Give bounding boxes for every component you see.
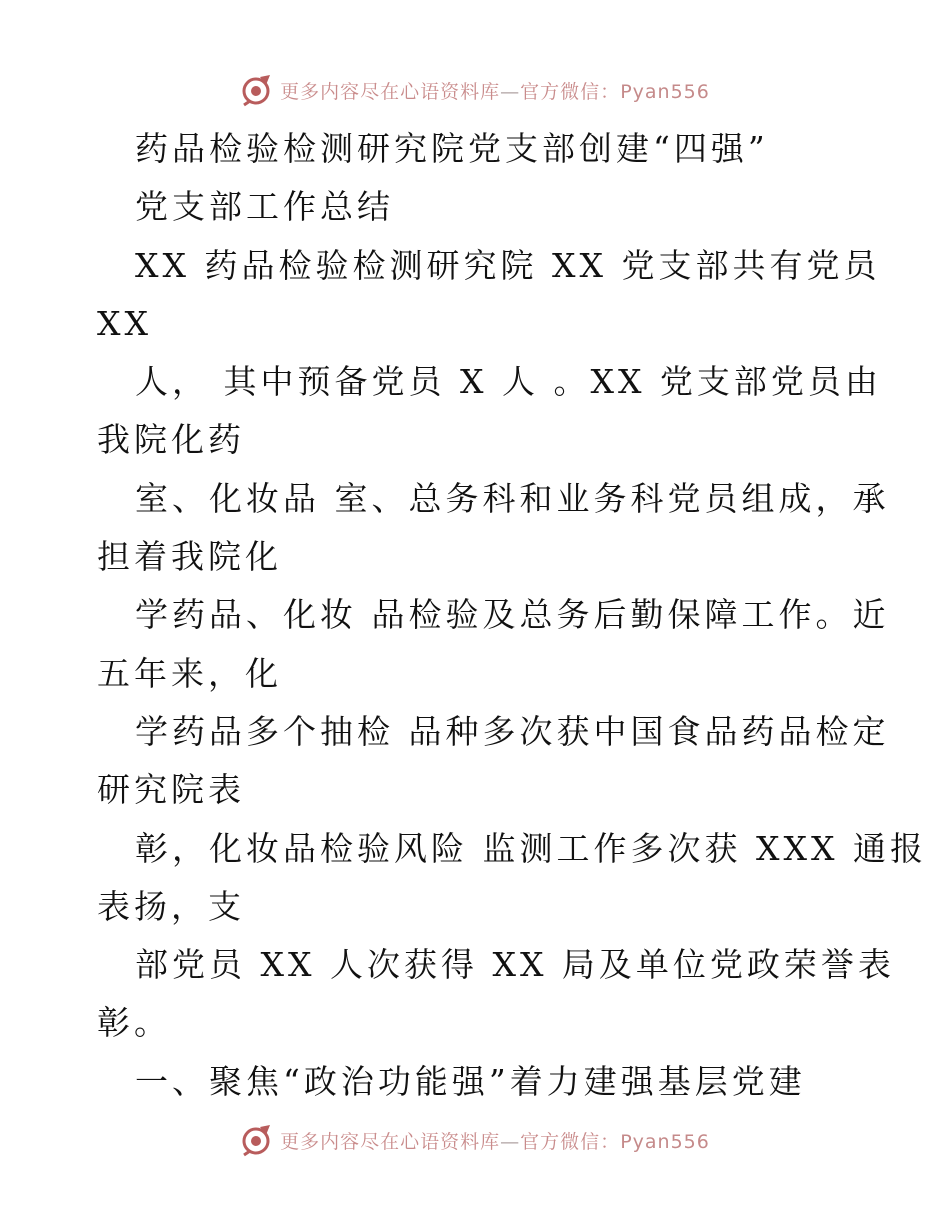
watermark-footer	[0, 1120, 950, 1160]
paragraph-line: XX	[97, 303, 152, 343]
watermark-header	[0, 70, 950, 110]
paragraph-line: 部党员 XX 人次获得 XX 局及单位党政荣誉表	[135, 945, 895, 985]
paragraph-line: 学药品多个抽检 品种多次获中国食品药品检定	[135, 711, 890, 751]
watermark-text: 更多内容尽在心语资料库—官方微信：Pyan556	[280, 80, 710, 103]
watermark-text: 更多内容尽在心语资料库—官方微信：Pyan556	[280, 1130, 710, 1153]
paragraph-line: 彰。	[97, 1003, 171, 1043]
paragraph-line: 担着我院化	[97, 537, 282, 577]
pen-logo-icon	[240, 73, 274, 107]
paragraph-line: XX 药品检验检测研究院 XX 党支部共有党员	[135, 245, 881, 285]
document-title-line-1: 药品检验检测研究院党支部创建“四强”	[135, 129, 769, 168]
section-heading: 一、聚焦“政治功能强”着力建强基层党建	[135, 1061, 806, 1101]
pen-logo-icon	[240, 1123, 274, 1157]
paragraph-line: 学药品、化妆 品检验及总务后勤保障工作。近	[135, 595, 890, 635]
paragraph-line: 我院化药	[97, 420, 245, 460]
paragraph-line: 彰，化妆品检验风险 监测工作多次获 XXX 通报	[135, 828, 927, 868]
paragraph-line: 人， 其中预备党员 X 人 。XX 党支部党员由	[135, 362, 882, 402]
document-body	[97, 120, 927, 1111]
paragraph-line: 研究院表	[97, 770, 245, 810]
paragraph-line: 室、化妆品 室、总务科和业务科党员组成，承	[135, 478, 890, 518]
document-title-line-2: 党支部工作总结	[135, 187, 394, 227]
paragraph-line: 五年来，化	[97, 653, 282, 693]
paragraph-line: 表扬，支	[97, 886, 245, 926]
